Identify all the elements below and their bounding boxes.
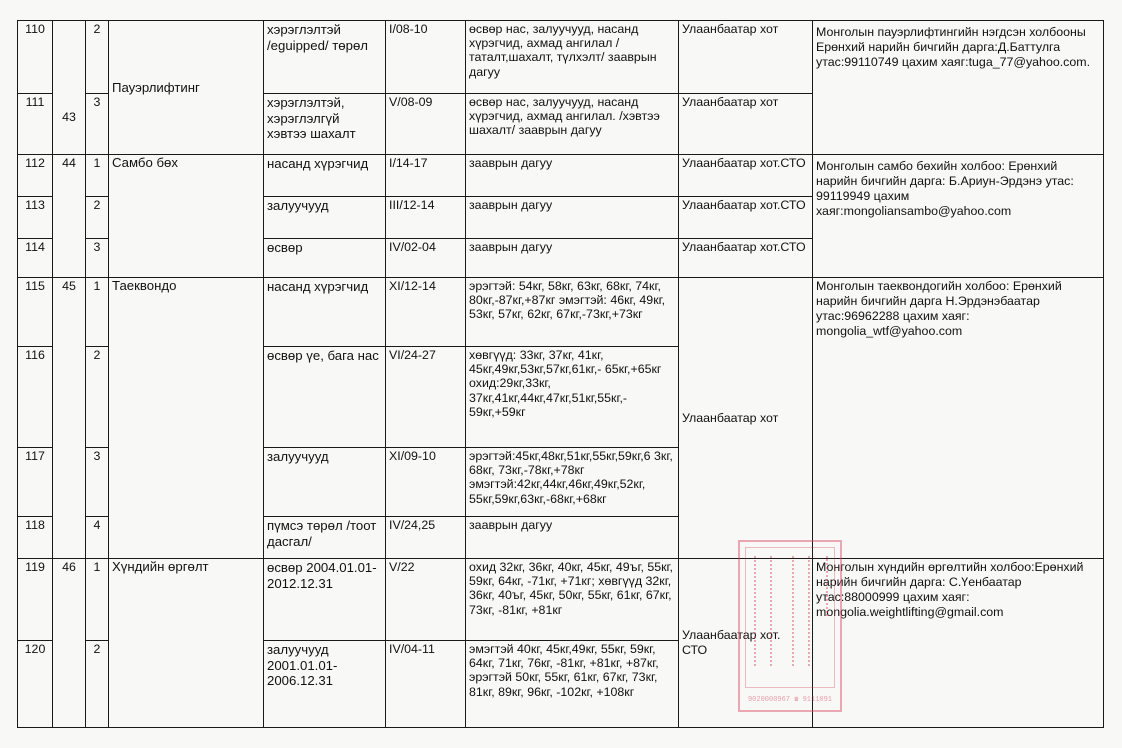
category: залуучууд 2001.01.01- 2006.12.31 — [264, 641, 386, 728]
date: XI/12-14 — [386, 278, 466, 347]
row-number: 117 — [18, 448, 53, 517]
classes: зааврын дагуу — [466, 155, 679, 197]
sub-number: 2 — [86, 347, 109, 448]
location: Улаанбаатар хот.СТО — [679, 197, 813, 239]
sub-number: 2 — [86, 21, 109, 94]
sub-number: 1 — [86, 559, 109, 641]
date: V/22 — [386, 559, 466, 641]
contact-info: Монголын таеквондогийн холбоо: Ерөнхий нарийн бичгийн дарга Н.Эрдэнэбаатар утас:96962288 цахим хаяг: mongolia_wtf@yahoo.com — [813, 278, 1104, 559]
contact-info: Монголын хүндийн өргөлтийн холбоо:Ерөнхий нарийн бичгийн дарга: С.Үенбаатар утас:88000999 цахим хаяг: mongolia.weightlifting@gmail.com — [813, 559, 1104, 728]
date: VI/24-27 — [386, 347, 466, 448]
competition-schedule-table — [17, 20, 1104, 728]
classes: зааврын дагуу — [466, 517, 679, 559]
contact-info: Монголын пауэрлифтингийн нэгдсэн холбооны Ерөнхий нарийн бичгийн дарга:Д.Баттулга утас:99110749 цахим хаяг:tuga_77@yahoo.com. — [813, 21, 1104, 155]
sport-name: Хүндийн өргөлт — [109, 559, 264, 728]
row-number: 111 — [18, 94, 53, 155]
sub-number: 3 — [86, 94, 109, 155]
row-number: 114 — [18, 239, 53, 278]
classes: өсвөр нас, залуучууд, насанд хүрэгчид, ахмад ангилал. /хэвтээ шахалт/ зааврын дагуу — [466, 94, 679, 155]
sport-name: Таеквондо — [109, 278, 264, 559]
table-row — [18, 155, 1104, 197]
stamp-number: 9020000967 ☎ 9111091 — [747, 696, 833, 704]
row-number: 116 — [18, 347, 53, 448]
row-number: 113 — [18, 197, 53, 239]
sport-number: 44 — [53, 155, 86, 278]
table-row — [18, 278, 1104, 347]
date: I/08-10 — [386, 21, 466, 94]
location: Улаанбаатар хот. СТО — [679, 559, 813, 728]
row-number: 112 — [18, 155, 53, 197]
category: пүмсэ төрөл /тоот дасгал/ — [264, 517, 386, 559]
sub-number: 2 — [86, 641, 109, 728]
location: Улаанбаатар хот.СТО — [679, 155, 813, 197]
sub-number: 1 — [86, 278, 109, 347]
location: Улаанбаатар хот — [679, 21, 813, 94]
category: залуучууд — [264, 197, 386, 239]
sport-number: 45 — [53, 278, 86, 559]
sport-name: Пауэрлифтинг — [109, 21, 264, 155]
classes: хөвгүүд: 33кг, 37кг, 41кг, 45кг,49кг,53кг,57кг,61кг,- 65кг,+65кг охид:29кг,33кг, 37кг,41кг,44кг,47кг,51кг,55кг,- 59кг,+59кг — [466, 347, 679, 448]
sub-number: 4 — [86, 517, 109, 559]
category: насанд хүрэгчид — [264, 155, 386, 197]
classes: эмэгтэй 40кг, 45кг,49кг, 55кг, 59кг, 64кг, 71кг, 76кг, -81кг, +81кг, +87кг, эрэгтэй 50кг, 55кг, 61кг, 67кг, 73кг, 81кг, 89кг, 96кг, -102кг, +108кг — [466, 641, 679, 728]
date: III/12-14 — [386, 197, 466, 239]
category: хэрэглэлтэй, хэрэглэлгүй хэвтээ шахалт — [264, 94, 386, 155]
row-number: 120 — [18, 641, 53, 728]
category: хэрэглэлтэй /eguipped/ төрөл — [264, 21, 386, 94]
category: өсвөр — [264, 239, 386, 278]
table-row — [18, 559, 1104, 641]
date: IV/04-11 — [386, 641, 466, 728]
sport-name: Самбо бөх — [109, 155, 264, 278]
classes: өсвөр нас, залуучууд, насанд хүрэгчид, ахмад ангилал /таталт,шахалт, түлхэлт/ зааврын дагуу — [466, 21, 679, 94]
sport-number: 43 — [53, 21, 86, 155]
date: XI/09-10 — [386, 448, 466, 517]
date: V/08-09 — [386, 94, 466, 155]
classes: эрэгтэй: 54кг, 58кг, 63кг, 68кг, 74кг, 80кг,-87кг,+87кг эмэгтэй: 46кг, 49кг, 53кг, 57кг, 62кг, 67кг,-73кг,+73кг — [466, 278, 679, 347]
location: Улаанбаатар хот — [679, 94, 813, 155]
category: залуучууд — [264, 448, 386, 517]
row-number: 119 — [18, 559, 53, 641]
classes: охид 32кг, 36кг, 40кг, 45кг, 49ъг, 55кг, 59кг, 64кг, -71кг, +71кг; хөвгүүд 32кг, 36кг, 40ъг, 45кг, 50кг, 55кг, 61кг, 67кг, 73кг, -81кг, +81кг — [466, 559, 679, 641]
category: өсвөр 2004.01.01- 2012.12.31 — [264, 559, 386, 641]
row-number: 118 — [18, 517, 53, 559]
date: IV/24,25 — [386, 517, 466, 559]
sub-number: 2 — [86, 197, 109, 239]
sub-number: 1 — [86, 155, 109, 197]
contact-info: Монголын самбо бөхийн холбоо: Ерөнхий нарийн бичгийн дарга: Б.Ариун-Эрдэнэ утас: 99119949 цахим хаяг:mongoliansambo@yahoo.com — [813, 155, 1104, 278]
row-number: 115 — [18, 278, 53, 347]
sub-number: 3 — [86, 239, 109, 278]
classes: зааврын дагуу — [466, 197, 679, 239]
category: өсвөр үе, бага нас — [264, 347, 386, 448]
sport-number: 46 — [53, 559, 86, 728]
location: Улаанбаатар хот — [679, 278, 813, 559]
row-number: 110 — [18, 21, 53, 94]
table-row — [18, 21, 1104, 94]
location: Улаанбаатар хот.СТО — [679, 239, 813, 278]
date: IV/02-04 — [386, 239, 466, 278]
classes: эрэгтэй:45кг,48кг,51кг,55кг,59кг,6 3кг, 68кг, 73кг,-78кг,+78кг эмэгтэй:42кг,44кг,46кг,49кг,52кг, 55кг,59кг,63кг,-68кг,+68кг — [466, 448, 679, 517]
category: насанд хүрэгчид — [264, 278, 386, 347]
date: I/14-17 — [386, 155, 466, 197]
classes: зааврын дагуу — [466, 239, 679, 278]
sub-number: 3 — [86, 448, 109, 517]
